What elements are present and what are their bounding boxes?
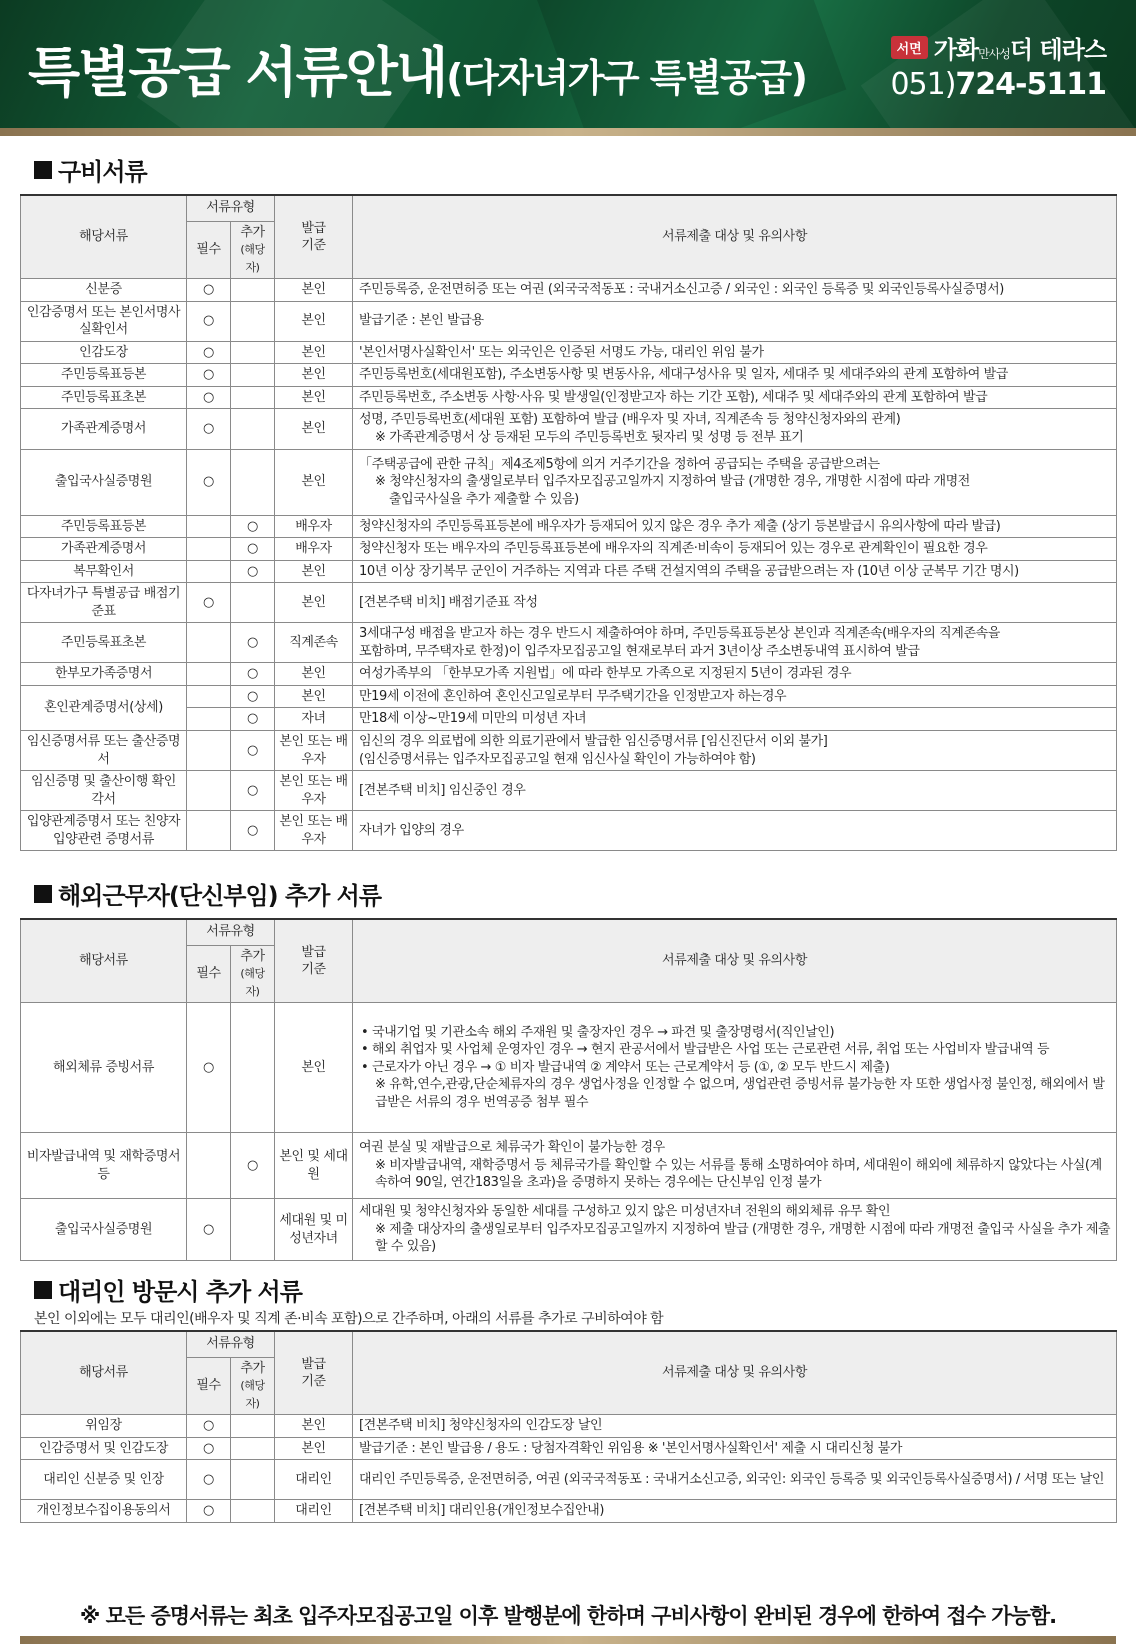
doc-name-cell: 임신증명 및 출산이행 확인각서 [21, 771, 187, 811]
footer-gold-bar [20, 1636, 1116, 1644]
note-line: 청약신청자의 주민등록표등본에 배우자가 등재되어 있지 않은 경우 추가 제출 (상기 등본발급시 유의사항에 따라 발급) [359, 518, 1001, 534]
section-title-overseas-docs: 해외근무자(단신부임) 추가 서류 [34, 876, 381, 911]
doc-name-cell: 주민등록표등본 [21, 515, 187, 538]
table-row [21, 515, 1117, 538]
note-line: 발급기준 : 본인 발급용 [359, 313, 484, 329]
additional-mark [231, 1460, 275, 1500]
required-mark [187, 771, 231, 811]
doc-name-cell: 신분증 [21, 279, 187, 302]
col-header-required: 필수 [187, 221, 231, 279]
note-line: '본인서명사실확인서' 또는 외국인은 인증된 서명도 가능, 대리인 위임 불가 [359, 344, 764, 360]
col-header-applicable: (해당자) [240, 967, 265, 998]
basis-cell: 본인 [275, 560, 353, 583]
table-row [21, 1500, 1117, 1523]
proxy-note: 본인 이외에는 모두 대리인(배우자 및 직계 존·비속 포함)으로 간주하며, 아래의 서류를 추가로 구비하여야 함 [34, 1311, 664, 1327]
brand-block [890, 30, 1106, 102]
note-line: 청약신청자 또는 배우자의 주민등록표등본에 배우자의 직계존·비속이 등재되어 있는 경우로 관계확인이 필요한 경우 [359, 541, 988, 557]
notes-cell [353, 409, 1117, 449]
note-line: 주민등록번호, 주소변동 사항·사유 및 발생일(인정받고자 하는 기간 포함), 세대주 및 세대주와의 관계 포함하여 발급 [359, 389, 988, 405]
basis-cell: 본인 [275, 685, 353, 708]
additional-mark: ○ [231, 623, 275, 663]
table-row [21, 623, 1117, 663]
additional-mark [231, 1003, 275, 1133]
additional-mark [231, 1500, 275, 1523]
additional-mark: ○ [231, 708, 275, 731]
note-line: (임신증명서류는 입주자모집공고일 현재 임신사실 확인이 가능하여야 함) [359, 751, 756, 767]
note-line: 대리인 주민등록증, 운전면허증, 여권 (외국국적동포 : 국내거소신고증, 외국인: 외국인 등록증 및 외국인등록사실증명서) / 서명 또는 날인 [359, 1471, 1105, 1487]
required-mark: ○ [187, 1460, 231, 1500]
required-mark [187, 538, 231, 561]
note-line: 여성가족부의 「한부모가족 지원법」에 따라 한부모 가족으로 지정된지 5년이 경과된 경우 [359, 666, 852, 682]
basis-cell: 본인 [275, 386, 353, 409]
col-header-notes: 서류제출 대상 및 유의사항 [353, 195, 1117, 279]
page-header [0, 0, 1136, 128]
note-line: ※ 제출 대상자의 출생일로부터 입주자모집공고일까지 지정하여 발급 (개명한 경우, 개명한 시점에 따라 개명전 출입국 사실을 추가 제출할 수 있음) [375, 1221, 1111, 1255]
required-mark: ○ [187, 1437, 231, 1460]
note-line: [견본주택 비치] 대리인용(개인정보수집안내) [359, 1503, 605, 1519]
required-mark: ○ [187, 1199, 231, 1261]
doc-name-cell: 가족관계증명서 [21, 538, 187, 561]
note-line: [견본주택 비치] 청약신청자의 인감도장 날인 [359, 1418, 603, 1434]
required-mark: ○ [187, 409, 231, 449]
notes-cell [353, 771, 1117, 811]
notes-cell [353, 364, 1117, 387]
brand-name: 가화만사성더 테라스 [933, 36, 1106, 64]
doc-name-cell: 출입국사실증명원 [21, 449, 187, 515]
additional-mark: ○ [231, 771, 275, 811]
notes-cell [353, 730, 1117, 770]
additional-mark [231, 583, 275, 623]
note-line: 성명, 주민등록번호(세대원 포함) 포함하여 발급 (배우자 및 자녀, 직계존속 등 청약신청자와의 관계) [359, 412, 901, 428]
additional-mark [231, 301, 275, 341]
basis-cell: 본인 또는 배우자 [275, 811, 353, 851]
note-line: 포함하며, 무주택자로 한정)이 입주자모집공고일 현재로부터 과거 3년이상 주소변동내역 표시하여 발급 [359, 643, 920, 659]
doc-name-cell: 대리인 신분증 및 인장 [21, 1460, 187, 1500]
table-row [21, 560, 1117, 583]
required-mark [187, 708, 231, 731]
table-row [21, 1415, 1117, 1438]
basis-cell: 본인 [275, 449, 353, 515]
note-line: ※ 비자발급내역, 재학증명서 등 체류국가를 확인할 수 있는 서류를 통해 소명하여야 하며, 세대원이 해외에 체류하지 않았다는 사실(계속하여 90일, 연간183일을 초과)을 증명하지 못하는 경우에는 단신부임 인정 불가 [375, 1157, 1102, 1191]
col-header-doc: 해당서류 [21, 919, 187, 1003]
table-row [21, 1437, 1117, 1460]
col-header-notes: 서류제출 대상 및 유의사항 [353, 919, 1117, 1003]
additional-mark: ○ [231, 515, 275, 538]
required-mark [187, 1133, 231, 1199]
doc-name-cell: 한부모가족증명서 [21, 663, 187, 686]
additional-mark: ○ [231, 811, 275, 851]
note-line: • 해외 취업자 및 사업체 운영자인 경우 → 현지 관공서에서 발급받은 사업 또는 근로관련 서류, 취업 또는 사업비자 발급내역 등 [361, 1042, 1050, 1058]
notes-cell [353, 1460, 1117, 1500]
notes-cell [353, 301, 1117, 341]
additional-mark [231, 409, 275, 449]
col-header-doc: 해당서류 [21, 195, 187, 279]
additional-mark [231, 1199, 275, 1261]
basis-cell: 본인 [275, 1415, 353, 1438]
note-line: 자녀가 입양의 경우 [359, 822, 464, 838]
notes-cell [353, 623, 1117, 663]
note-line: [견본주택 비치] 배점기준표 작성 [359, 594, 538, 610]
required-mark: ○ [187, 1415, 231, 1438]
title-sub: (다자녀가구 특별공급) [446, 56, 807, 100]
required-docs-table [20, 194, 1117, 851]
col-header-type: 서류유형 [187, 1331, 275, 1357]
table-row [21, 730, 1117, 770]
basis-cell: 본인 [275, 341, 353, 364]
note-line: ※ 청약신청자의 출생일로부터 입주자모집공고일까지 지정하여 발급 (개명한 경우, 개명한 시점에 따라 개명전 [375, 474, 970, 490]
table-row [21, 583, 1117, 623]
required-mark: ○ [187, 583, 231, 623]
additional-mark: ○ [231, 685, 275, 708]
basis-cell: 대리인 [275, 1500, 353, 1523]
additional-mark: ○ [231, 560, 275, 583]
additional-mark: ○ [231, 538, 275, 561]
additional-mark: ○ [231, 1133, 275, 1199]
note-line: 임신의 경우 의료법에 의한 의료기관에서 발급한 임신증명서류 [임신진단서 이외 불가] [359, 733, 828, 749]
doc-name-cell: 다자녀가구 특별공급 배점기준표 [21, 583, 187, 623]
table-row [21, 409, 1117, 449]
square-bullet-icon [34, 161, 52, 179]
doc-name-cell: 주민등록표초본 [21, 386, 187, 409]
doc-name-cell: 혼인관계증명서(상세) [21, 685, 187, 730]
required-mark: ○ [187, 341, 231, 364]
page-title [28, 30, 806, 107]
note-line: [견본주택 비치] 임신중인 경우 [359, 782, 526, 798]
basis-cell: 본인 [275, 364, 353, 387]
additional-mark [231, 386, 275, 409]
header-gold-bar [0, 128, 1136, 136]
square-bullet-icon [34, 1281, 52, 1299]
notes-cell [353, 1003, 1117, 1133]
note-line: 주민등록증, 운전면허증 또는 여권 (외국국적동포 : 국내거소신고증 / 외국인 : 외국인 등록증 및 외국인등록사실증명서) [359, 282, 1004, 298]
additional-mark: ○ [231, 730, 275, 770]
footer-note: ※ 모든 증명서류는 최초 입주자모집공고일 이후 발행분에 한하며 구비사항이 완비된 경우에 한하여 접수 가능함. [79, 1604, 1057, 1628]
note-line: 만19세 이전에 혼인하여 혼인신고일로부터 무주택기간을 인정받고자 하는경우 [359, 688, 787, 704]
col-header-basis: 발급 기준 [275, 1331, 353, 1415]
table-row [21, 811, 1117, 851]
additional-mark [231, 449, 275, 515]
note-line: ※ 유학,연수,관광,단순체류자의 경우 생업사정을 인정할 수 없으며, 생업관련 증빙서류 불가능한 자 또한 생업사정 불인정, 해외에서 발급받은 서류의 경우 번역공증 첨부 필수 [375, 1077, 1105, 1110]
table-row [21, 364, 1117, 387]
table-row [21, 301, 1117, 341]
required-mark [187, 685, 231, 708]
required-mark [187, 560, 231, 583]
brand-phone: 051)724-5111 [890, 67, 1106, 102]
required-mark [187, 623, 231, 663]
required-mark: ○ [187, 301, 231, 341]
notes-cell [353, 538, 1117, 561]
doc-name-cell: 임신증명서류 또는 출산증명서 [21, 730, 187, 770]
basis-cell: 본인 또는 배우자 [275, 730, 353, 770]
col-header-additional: 추가 (해당자) [231, 221, 275, 279]
basis-cell: 배우자 [275, 515, 353, 538]
notes-cell [353, 449, 1117, 515]
additional-mark [231, 1415, 275, 1438]
note-line: 출입국사실을 추가 제출할 수 있음) [389, 491, 579, 507]
doc-name-cell: 주민등록표등본 [21, 364, 187, 387]
required-mark [187, 811, 231, 851]
table-row [21, 1199, 1117, 1261]
required-mark: ○ [187, 1003, 231, 1133]
basis-cell: 자녀 [275, 708, 353, 731]
basis-cell: 본인 [275, 663, 353, 686]
notes-cell [353, 1415, 1117, 1438]
note-line: 「주택공급에 관한 규칙」제4조제5항에 의거 거주기간을 정하여 공급되는 주택을 공급받으려는 [359, 456, 880, 472]
required-mark: ○ [187, 364, 231, 387]
col-header-additional: 추가 (해당자) [231, 1357, 275, 1415]
table-row [21, 1133, 1117, 1199]
doc-name-cell: 인감증명서 및 인감도장 [21, 1437, 187, 1460]
required-mark: ○ [187, 279, 231, 302]
basis-cell: 본인 [275, 1003, 353, 1133]
additional-mark [231, 364, 275, 387]
required-mark: ○ [187, 386, 231, 409]
table-row [21, 279, 1117, 302]
col-header-basis: 발급 기준 [275, 195, 353, 279]
basis-cell: 세대원 및 미성년자녀 [275, 1199, 353, 1261]
required-mark: ○ [187, 1500, 231, 1523]
table-row [21, 538, 1117, 561]
notes-cell [353, 583, 1117, 623]
col-header-required: 필수 [187, 945, 231, 1003]
note-line: 세대원 및 청약신청자와 동일한 세대를 구성하고 있지 않은 미성년자녀 전원의 해외체류 유무 확인 [359, 1204, 891, 1220]
note-line: 10년 이상 장기복무 군인이 거주하는 지역과 다른 주택 건설지역의 주택을 공급받으려는 자 (10년 이상 군복무 기간 명시) [359, 563, 1019, 579]
doc-name-cell: 위임장 [21, 1415, 187, 1438]
table-row [21, 449, 1117, 515]
note-line: 주민등록번호(세대원포함), 주소변동사항 및 변동사유, 세대구성사유 및 일자, 세대주 및 세대주와의 관계 포함하여 발급 [359, 367, 1008, 383]
note-line: ※ 가족관계증명서 상 등재된 모두의 주민등록번호 뒷자리 및 성명 등 전부 표기 [375, 429, 804, 445]
notes-cell [353, 1199, 1117, 1261]
doc-name-cell: 인감도장 [21, 341, 187, 364]
notes-cell [353, 1500, 1117, 1523]
table-row [21, 1460, 1117, 1500]
col-header-type: 서류유형 [187, 195, 275, 221]
notes-cell [353, 341, 1117, 364]
section-title-proxy-docs: 대리인 방문시 추가 서류 [34, 1272, 302, 1307]
note-line: 여권 분실 및 재발급으로 체류국가 확인이 불가능한 경우 [359, 1140, 665, 1156]
basis-cell: 배우자 [275, 538, 353, 561]
required-mark [187, 663, 231, 686]
col-header-notes: 서류제출 대상 및 유의사항 [353, 1331, 1117, 1415]
required-mark: ○ [187, 449, 231, 515]
note-line: 발급기준 : 본인 발급용 / 용도 : 당첨자격확인 위임용 ※ '본인서명사실확인서' 제출 시 대리신청 불가 [359, 1440, 903, 1456]
title-main: 특별공급 서류안내 [28, 41, 447, 104]
required-mark [187, 730, 231, 770]
note-line: • 근로자가 아닌 경우 → ① 비자 발급내역 ② 계약서 또는 근로계약서 등 (①, ② 모두 반드시 제출) [361, 1059, 890, 1075]
doc-name-cell: 입양관계증명서 또는 친양자입양관련 증명서류 [21, 811, 187, 851]
col-header-doc: 해당서류 [21, 1331, 187, 1415]
basis-cell: 본인 [275, 301, 353, 341]
basis-cell: 본인 및 세대원 [275, 1133, 353, 1199]
doc-name-cell: 인감증명서 또는 본인서명사실확인서 [21, 301, 187, 341]
col-header-required: 필수 [187, 1357, 231, 1415]
basis-cell: 대리인 [275, 1460, 353, 1500]
table-row [21, 685, 1117, 708]
doc-name-cell: 개인정보수집이용동의서 [21, 1500, 187, 1523]
proxy-docs-table [20, 1330, 1117, 1523]
required-mark [187, 515, 231, 538]
notes-cell [353, 708, 1117, 731]
square-bullet-icon [34, 885, 52, 903]
notes-cell [353, 279, 1117, 302]
col-header-type: 서류유형 [187, 919, 275, 945]
notes-cell [353, 1133, 1117, 1199]
notes-cell [353, 685, 1117, 708]
note-line: 3세대구성 배점을 받고자 하는 경우 반드시 제출하여야 하며, 주민등록표등본상 본인과 직계존속(배우자의 직계존속을 [359, 626, 1000, 642]
notes-cell [353, 560, 1117, 583]
notes-cell [353, 1437, 1117, 1460]
col-header-applicable: (해당자) [240, 1379, 265, 1410]
basis-cell: 본인 [275, 1437, 353, 1460]
doc-name-cell: 주민등록표초본 [21, 623, 187, 663]
table-row [21, 341, 1117, 364]
additional-mark [231, 279, 275, 302]
table-row [21, 1003, 1117, 1133]
col-header-applicable: (해당자) [240, 243, 265, 274]
col-header-additional: 추가 (해당자) [231, 945, 275, 1003]
additional-mark [231, 1437, 275, 1460]
basis-cell: 본인 [275, 279, 353, 302]
doc-name-cell: 출입국사실증명원 [21, 1199, 187, 1261]
additional-mark: ○ [231, 663, 275, 686]
additional-mark [231, 341, 275, 364]
notes-cell [353, 386, 1117, 409]
section-title-required-docs: 구비서류 [34, 152, 147, 187]
basis-cell: 본인 또는 배우자 [275, 771, 353, 811]
brand-tag: 서면 [891, 36, 928, 59]
doc-name-cell: 가족관계증명서 [21, 409, 187, 449]
overseas-docs-table [20, 918, 1117, 1261]
basis-cell: 본인 [275, 583, 353, 623]
doc-name-cell: 복무확인서 [21, 560, 187, 583]
basis-cell: 직계존속 [275, 623, 353, 663]
note-line: 만18세 이상~만19세 미만의 미성년 자녀 [359, 711, 587, 727]
col-header-basis: 발급 기준 [275, 919, 353, 1003]
doc-name-cell: 해외체류 증빙서류 [21, 1003, 187, 1133]
notes-cell [353, 663, 1117, 686]
note-line: • 국내기업 및 기관소속 해외 주재원 및 출장자인 경우 → 파견 및 출장명령서(직인날인) [361, 1024, 835, 1040]
notes-cell [353, 811, 1117, 851]
table-row [21, 386, 1117, 409]
table-row [21, 663, 1117, 686]
notes-cell [353, 515, 1117, 538]
table-row [21, 771, 1117, 811]
doc-name-cell: 비자발급내역 및 재학증명서 등 [21, 1133, 187, 1199]
basis-cell: 본인 [275, 409, 353, 449]
